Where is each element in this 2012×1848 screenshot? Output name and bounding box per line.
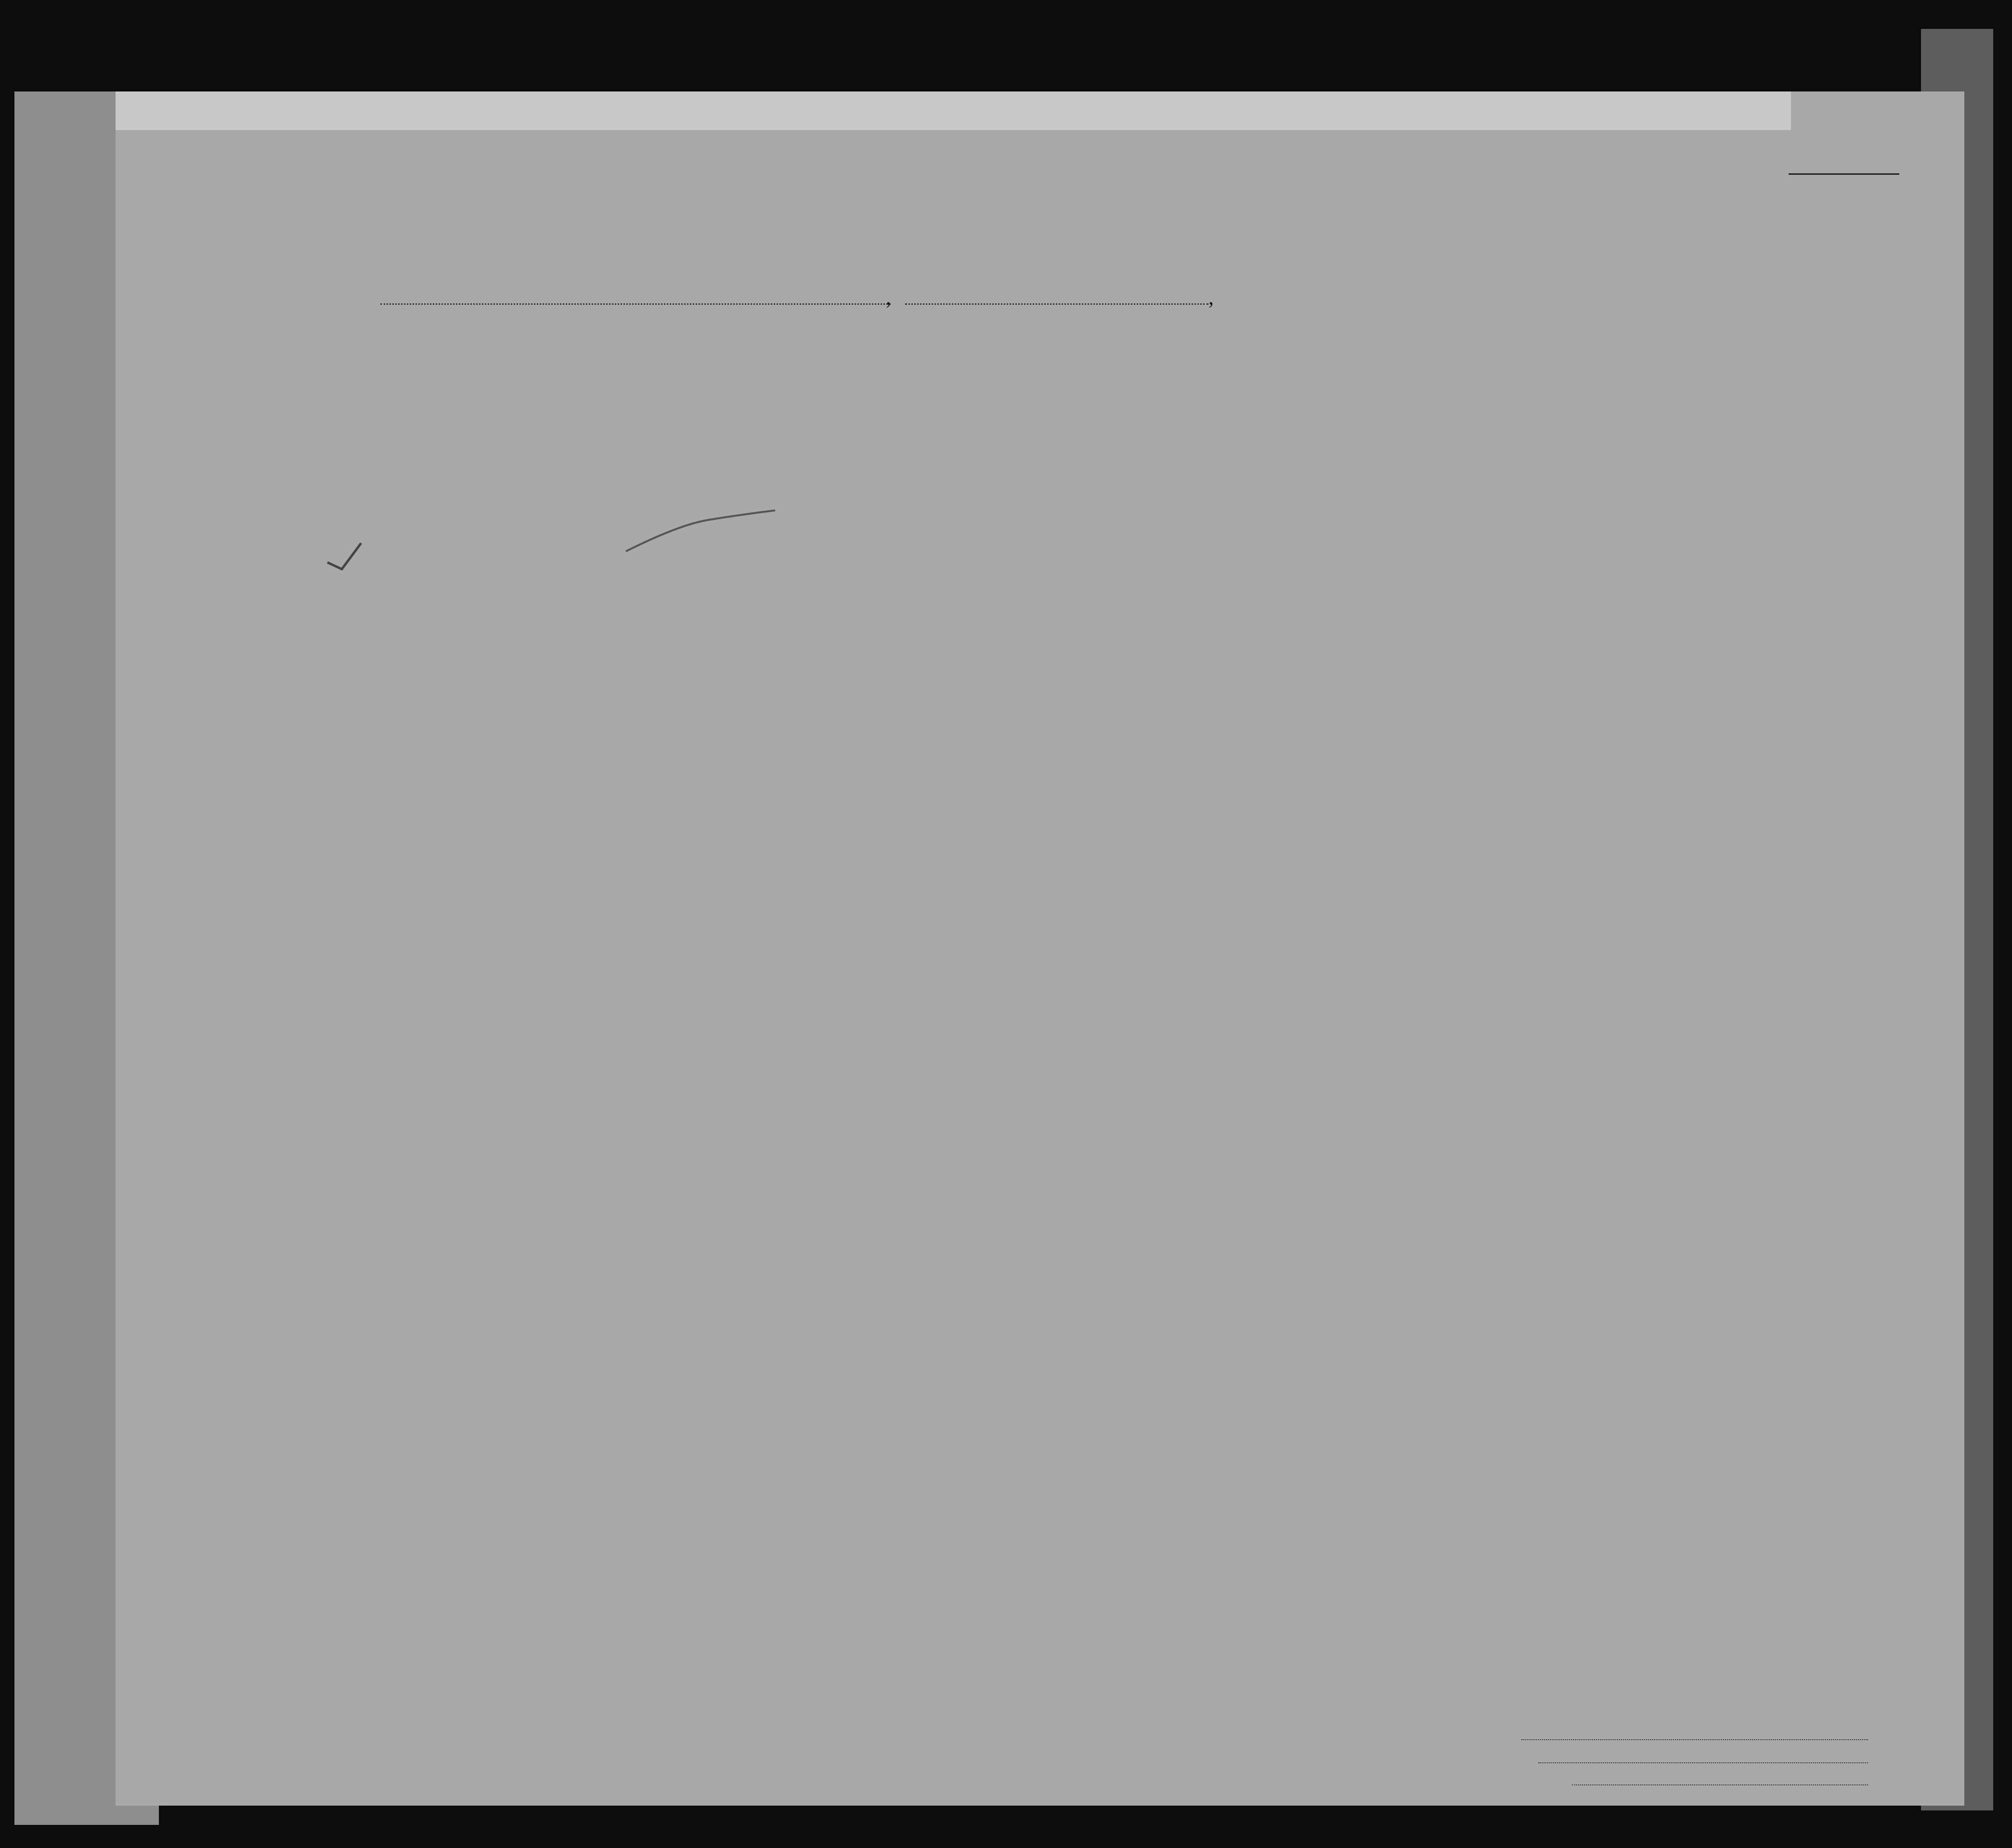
header-purpose-a (1192, 400, 1217, 501)
line-field (1521, 1739, 1868, 1740)
header-labor-offer (1444, 366, 1473, 501)
header-excluded (1482, 366, 1500, 501)
comma-2: , (1208, 286, 1214, 309)
local-agents-field (1572, 1784, 1868, 1785)
header-purpose-c (1266, 400, 1284, 501)
comma-1: , (886, 286, 891, 309)
header-question-28 (1394, 366, 1430, 501)
header-prison (1299, 366, 1321, 501)
header-purpose-b (1233, 400, 1253, 501)
handwritten-tick-mark (621, 506, 780, 563)
owners-field (1538, 1762, 1868, 1763)
header-deported (1506, 366, 1524, 501)
handwritten-check-mark (270, 539, 366, 573)
